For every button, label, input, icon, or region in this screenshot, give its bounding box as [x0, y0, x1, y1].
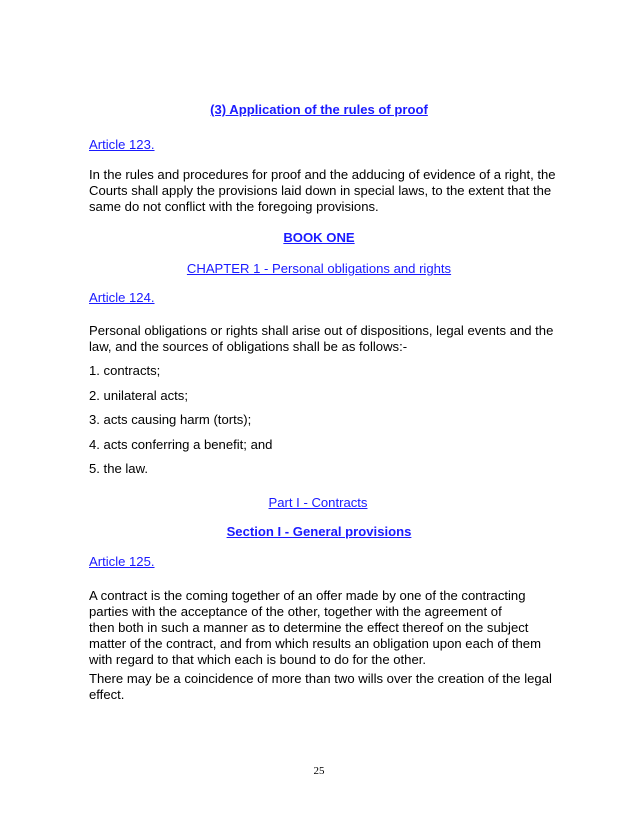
article-125-body-2: [89, 671, 559, 703]
chapter-1-heading[interactable]: CHAPTER 1 - Personal obligations and rights: [186, 261, 452, 276]
article-125-line: There may be a coincidence of more than two wills over the creation of the legal: [89, 671, 552, 686]
article-125-body: [89, 588, 559, 668]
list-item: 4. acts conferring a benefit; and: [89, 437, 273, 452]
article-124-line: Personal obligations or rights shall arise out of dispositions, legal events and the: [89, 323, 554, 338]
article-125-line: effect.: [89, 687, 125, 702]
page-number: 25: [313, 765, 325, 777]
article-124-body: [89, 323, 559, 355]
article-125-line: with regard to that which each is bound to do for the other.: [89, 652, 427, 667]
article-125-link[interactable]: Article 125.: [89, 554, 155, 569]
part-i-contracts-heading[interactable]: [0, 495, 638, 511]
list-item: 3. acts causing harm (torts);: [89, 412, 252, 427]
article-125-line: parties with the acceptance of the other, together with the agreement of: [89, 604, 502, 619]
article-123-body: [89, 167, 559, 215]
article-124-line: law, and the sources of obligations shall be as follows:-: [89, 339, 408, 354]
article-125-line: A contract is the coming together of an offer made by one of the contracting: [89, 588, 526, 603]
article-125-line: matter of the contract, and from which results an obligation upon each of them: [89, 636, 541, 651]
article-123-line: Courts shall apply the provisions laid down in special laws, to the extent that the: [89, 183, 552, 198]
part-i-contracts-label: Part I - Contracts: [268, 495, 368, 510]
section-i-general-provisions-heading[interactable]: Section I - General provisions: [226, 524, 412, 539]
heading-application-of-rules-of-proof[interactable]: (3) Application of the rules of proof: [210, 102, 428, 117]
list-item: 1. contracts;: [89, 363, 161, 378]
article-125-line: then both in such a manner as to determine the effect thereof on the subject: [89, 620, 529, 635]
article-124-link[interactable]: Article 124.: [89, 290, 155, 305]
article-123-line: same do not conflict with the foregoing provisions.: [89, 199, 379, 214]
list-item: 2. unilateral acts;: [89, 388, 188, 403]
list-item: 5. the law.: [89, 461, 148, 476]
article-123-line: In the rules and procedures for proof and the adducing of evidence of a right, the: [89, 167, 556, 182]
article-123-link[interactable]: Article 123.: [89, 137, 155, 152]
book-one-heading[interactable]: BOOK ONE: [283, 230, 355, 245]
